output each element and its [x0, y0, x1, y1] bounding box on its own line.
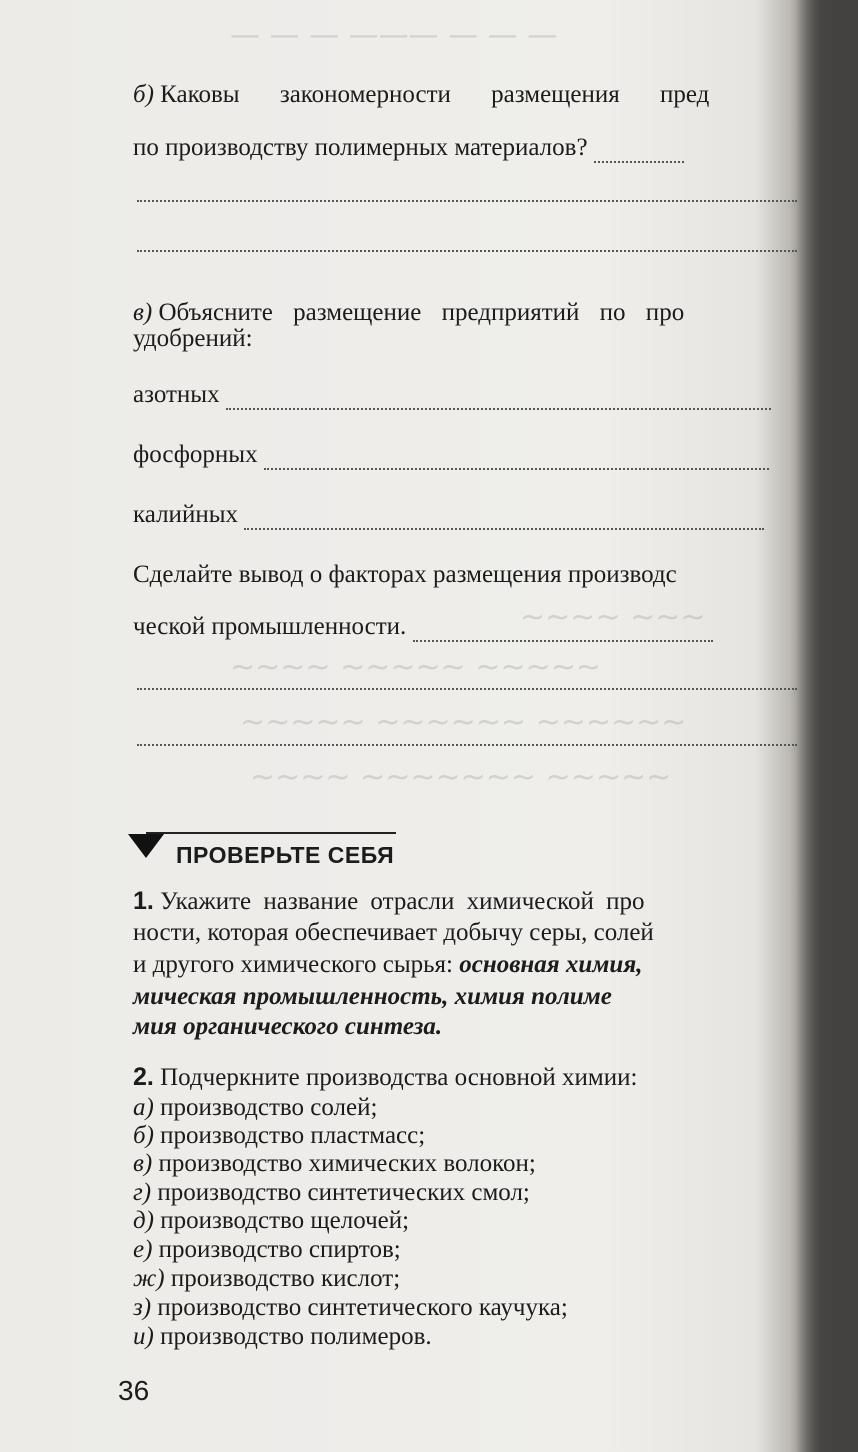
task-number: 1.	[133, 887, 154, 915]
task2-option[interactable]	[133, 1093, 813, 1123]
answer-field[interactable]	[594, 141, 684, 163]
question-b-line2	[133, 133, 813, 163]
answer-line[interactable]	[137, 744, 797, 746]
conclusion-line1	[133, 560, 813, 590]
task1-line3	[133, 950, 813, 980]
option-text: производство солей;	[160, 1094, 378, 1121]
task1-answer-option: основная химия,	[459, 951, 643, 978]
bleed-through-handwriting: ~~~~ ~~~~~~~ ~~~~~	[250, 760, 672, 795]
answer-field[interactable]	[413, 620, 713, 642]
task2-option[interactable]	[133, 1322, 813, 1352]
option-letter: е)	[133, 1236, 153, 1263]
option-letter: ж)	[133, 1265, 165, 1292]
option-text: производство кислот;	[170, 1265, 401, 1292]
task2-option[interactable]	[133, 1206, 813, 1236]
fertilizer-row	[133, 440, 813, 470]
question-v-marker: в)	[133, 299, 153, 326]
task1-line4	[133, 982, 813, 1012]
task-number: 2.	[133, 1063, 154, 1091]
option-letter: г)	[133, 1179, 152, 1206]
task1-text: ности, которая обеспечивает добычу серы, солей	[133, 919, 654, 946]
option-text: производство щелочей;	[160, 1207, 410, 1234]
option-letter: з)	[133, 1294, 152, 1321]
option-text: производство синтетических смол;	[157, 1179, 530, 1206]
bleed-through-handwriting: ~~~~ ~~~~~ ~~~~~	[230, 650, 601, 685]
task1-answer-option: мическая промышленность, химия полиме	[133, 983, 612, 1010]
question-v-text: Объясните размещение предприятий по про	[158, 299, 685, 326]
task2-option[interactable]	[133, 1149, 813, 1179]
question-b-text-cont: по производству полимерных материалов?	[133, 134, 588, 161]
fertilizer-label: азотных	[133, 381, 220, 408]
task1-answer-option: мия органического синтеза.	[133, 1013, 443, 1040]
task1-text: и другого химического сырья:	[133, 951, 453, 978]
option-letter: а)	[133, 1094, 154, 1121]
task1-line2	[133, 918, 813, 948]
bleed-through-handwriting: — — — ——— — — —	[230, 18, 558, 53]
answer-field[interactable]	[264, 448, 769, 470]
bleed-through-handwriting: ~~~~ ~~~	[520, 600, 706, 635]
task2-option[interactable]	[133, 1264, 813, 1294]
bleed-through-handwriting: ~~~~~ ~~~~~~ ~~~~~~	[240, 705, 687, 740]
option-text: производство химических волокон;	[158, 1150, 536, 1177]
triangle-marker-icon	[128, 834, 164, 858]
question-b-line1	[133, 80, 813, 110]
answer-line[interactable]	[137, 250, 797, 252]
answer-field[interactable]	[244, 508, 764, 530]
answer-line[interactable]	[137, 200, 797, 202]
binding-shadow	[796, 0, 858, 1452]
question-b-marker: б)	[133, 81, 154, 108]
question-v-text-cont: удобрений:	[133, 325, 253, 352]
option-text: производство пластмасс;	[160, 1122, 426, 1149]
question-v-line2	[133, 324, 813, 354]
fertilizer-row	[133, 500, 813, 530]
answer-line[interactable]	[137, 688, 797, 690]
heading-rule	[146, 832, 396, 834]
task1-line1	[133, 886, 813, 917]
option-text: производство спиртов;	[158, 1236, 401, 1263]
conclusion-text: Сделайте вывод о факторах размещения производс	[133, 561, 677, 588]
task2-option[interactable]	[133, 1293, 813, 1323]
task2-text: Подчеркните производства основной химии:	[160, 1064, 638, 1091]
task2-option[interactable]	[133, 1178, 813, 1208]
fertilizer-row	[133, 380, 813, 410]
option-letter: в)	[133, 1150, 153, 1177]
page-number: 36	[118, 1375, 150, 1406]
task1-line5	[133, 1012, 813, 1042]
task2-option[interactable]	[133, 1235, 813, 1265]
option-text: производство полимеров.	[160, 1323, 432, 1350]
conclusion-line2	[133, 612, 813, 642]
answer-field[interactable]	[226, 388, 771, 410]
question-b-text: Каковы закономерности размещения пред	[160, 81, 710, 108]
fertilizer-label: калийных	[133, 501, 238, 528]
option-letter: и)	[133, 1323, 154, 1350]
task2-option[interactable]	[133, 1121, 813, 1151]
option-text: производство синтетического каучука;	[157, 1294, 568, 1321]
option-letter: б)	[133, 1122, 154, 1149]
fertilizer-label: фосфорных	[133, 441, 258, 468]
section-title: ПРОВЕРЬТЕ СЕБЯ	[176, 842, 395, 868]
conclusion-text-cont: ческой промышленности.	[133, 613, 407, 640]
task2-prompt	[133, 1062, 813, 1093]
option-letter: д)	[133, 1207, 154, 1234]
task1-text: Укажите название отрасли химической про	[160, 888, 645, 915]
